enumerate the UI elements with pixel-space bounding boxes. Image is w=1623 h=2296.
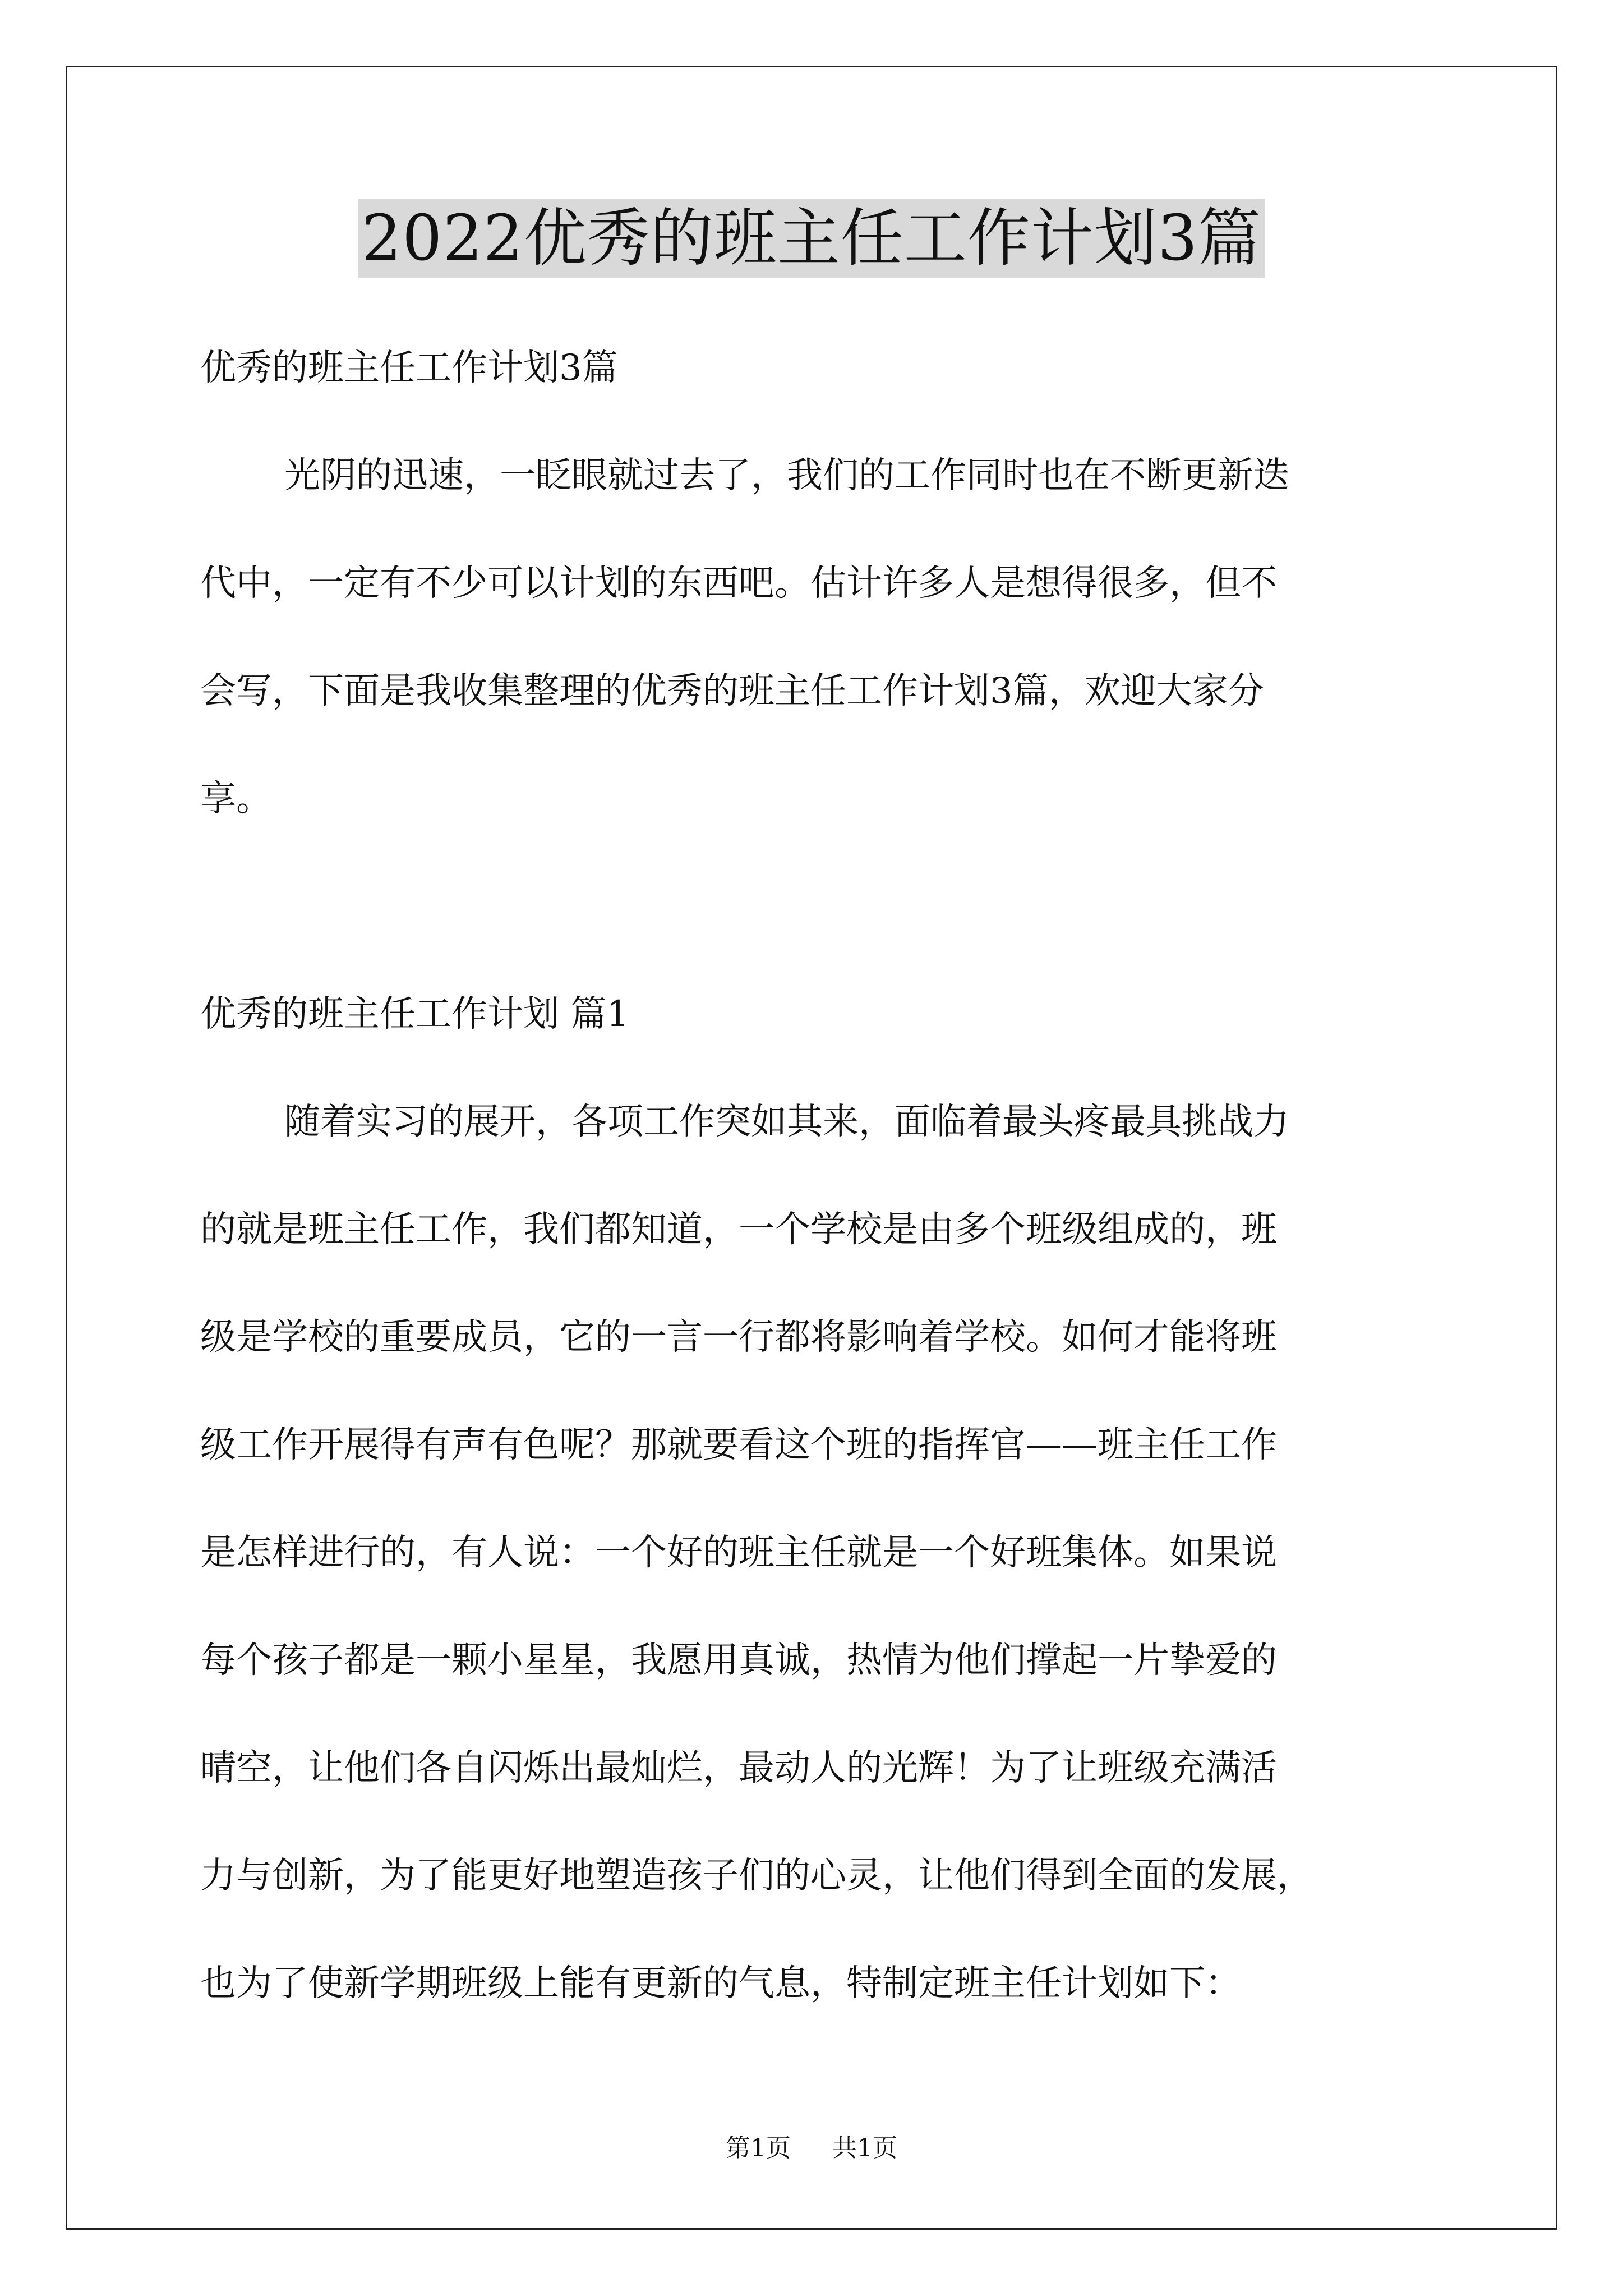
section-line: 晴空，让他们各自闪烁出最灿烂，最动人的光辉！为了让班级充满活: [200, 1747, 1277, 1789]
section-line: 也为了使新学期班级上能有更新的气息，特制定班主任计划如下：: [200, 1963, 1241, 2004]
section-line: 力与创新，为了能更好地塑造孩子们的心灵，让他们得到全面的发展，: [200, 1855, 1313, 1897]
section-line: 级工作开展得有声有色呢？那就要看这个班的指挥官——班主任工作: [200, 1424, 1277, 1466]
section-line: 的就是班主任工作，我们都知道，一个学校是由多个班级组成的，班: [200, 1209, 1277, 1250]
page-total: 共1页: [832, 2134, 897, 2162]
section-heading: 优秀的班主任工作计划 篇1: [200, 993, 630, 1035]
section-line: 随着实习的展开，各项工作突如其来，面临着最头疼最具挑战力: [284, 1101, 1289, 1143]
section-line: 级是学校的重要成员，它的一言一行都将影响着学校。如何才能将班: [200, 1317, 1277, 1358]
intro-line: 光阴的迅速，一眨眼就过去了，我们的工作同时也在不断更新迭: [284, 455, 1289, 496]
document-subtitle: 优秀的班主任工作计划3篇: [200, 347, 618, 389]
intro-line: 会写，下面是我收集整理的优秀的班主任工作计划3篇，欢迎大家分: [200, 670, 1264, 712]
page-footer: [0, 2132, 1623, 2165]
section-line: 每个孩子都是一颗小星星，我愿用真诚，热情为他们撑起一片挚爱的: [200, 1640, 1277, 1681]
section-line: 是怎样进行的，有人说：一个好的班主任就是一个好班集体。如果说: [200, 1532, 1277, 1573]
document-body: [200, 314, 1434, 2037]
document-title: 2022优秀的班主任工作计划3篇: [358, 199, 1265, 278]
page-number: 第1页: [726, 2134, 791, 2162]
intro-line: 享。: [200, 778, 272, 820]
intro-line: 代中，一定有不少可以计划的东西吧。估计许多人是想得很多，但不: [200, 563, 1277, 604]
title-container: [0, 199, 1623, 278]
